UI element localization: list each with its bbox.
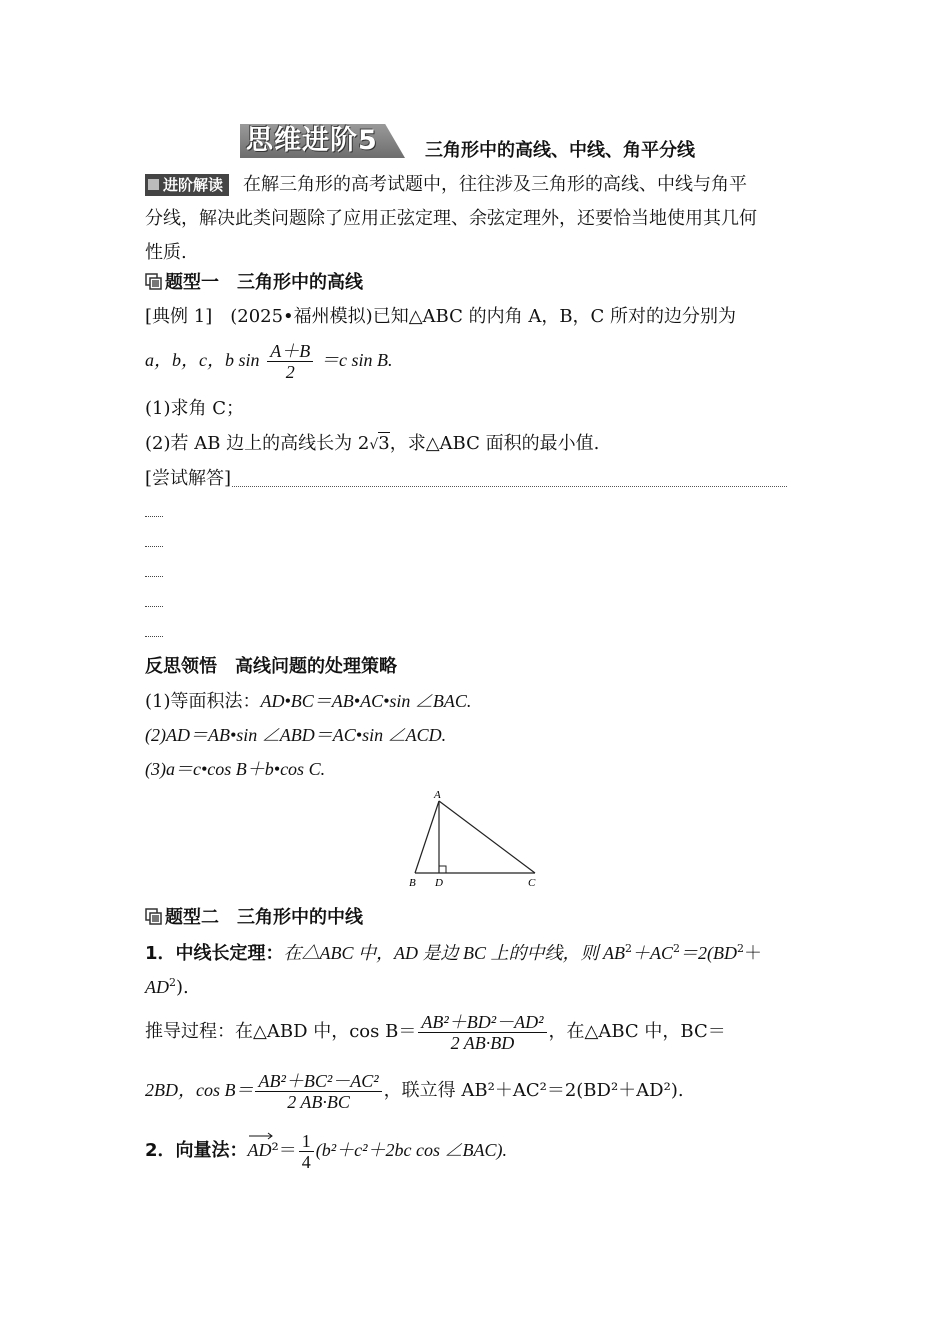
example1-stem-text: 已知△ABC 的内角 A，B，C 所对的边分别为 bbox=[372, 306, 737, 327]
label-c: C bbox=[528, 877, 536, 889]
median-theorem-head: 1．中线长定理： bbox=[145, 943, 284, 964]
derivation-fraction-1 bbox=[418, 1012, 546, 1053]
derivation-line-2 bbox=[145, 1068, 805, 1113]
example1-label: [典例 1] bbox=[145, 306, 213, 327]
question-1: (1)求角 C； bbox=[145, 398, 244, 419]
vector-ad bbox=[248, 1128, 272, 1172]
example1-formula-line bbox=[145, 340, 805, 382]
reflection-item-3: (3)a＝c•cos B＋b•cos C. bbox=[145, 759, 326, 779]
median-line2-pre: AD bbox=[145, 977, 169, 997]
derivation2-post: ，联立得 AB²＋AC²＝2(BD²＋AD²). bbox=[383, 1080, 684, 1101]
reflection-item-1-num: (1) bbox=[145, 691, 171, 712]
intro-text-1: 在解三角形的高考试题中，往往涉及三角形的高线、中线与角平 bbox=[243, 174, 748, 195]
fraction-denominator: 2 bbox=[285, 361, 295, 382]
derivation-line-1 bbox=[145, 1010, 805, 1054]
type1-label: 题型一 bbox=[165, 272, 219, 293]
vector-fraction bbox=[299, 1131, 314, 1172]
derivation-denominator-2: 2 AB·BC bbox=[287, 1091, 350, 1112]
derivation-denominator-1: 2 AB·BD bbox=[450, 1032, 515, 1053]
intro-tag: 进阶解读 bbox=[145, 174, 229, 196]
intro-line-1 bbox=[145, 168, 805, 202]
vector-frac-den: 4 bbox=[301, 1151, 311, 1172]
fraction-numerator: A＋B bbox=[267, 341, 313, 362]
vector-post: (b²＋c²＋2bc cos ∠BAC). bbox=[315, 1140, 507, 1160]
median-theorem-line-1: 1．中线长定理：在△ABC 中，AD 是边 BC 上的中线，则 $AB^2+AC^2=2(BD^2+$ bbox=[145, 942, 763, 964]
derivation-numerator-2: AB²＋BC²－AC² bbox=[255, 1071, 381, 1092]
section-title: 三角形中的高线、中线、角平分线 bbox=[425, 140, 695, 161]
answer-blank-4[interactable] bbox=[145, 606, 163, 607]
sqrt-radicand: 3 bbox=[378, 433, 390, 454]
median-line2-post: ). bbox=[176, 977, 189, 998]
type1-title: 三角形中的高线 bbox=[237, 272, 363, 293]
type2-heading bbox=[145, 903, 363, 933]
example1-stem bbox=[145, 300, 805, 334]
formula-fraction bbox=[267, 341, 313, 382]
median-theorem-line-2: $AD^2$). bbox=[145, 976, 189, 998]
answer-blank-5[interactable] bbox=[145, 636, 163, 637]
label-a: A bbox=[434, 789, 441, 801]
median-text-mid1: ＋AC bbox=[632, 943, 674, 963]
sqrt-icon: √ bbox=[369, 437, 379, 453]
answer-blank-2[interactable] bbox=[145, 546, 163, 547]
type-icon bbox=[145, 273, 163, 291]
formula-pre: a，b，c，b sin bbox=[145, 350, 260, 370]
reflection-item-1 bbox=[145, 684, 805, 719]
intro-paragraph bbox=[145, 168, 805, 270]
question-2 bbox=[145, 427, 805, 462]
derivation-numerator-1: AB²＋BD²－AD² bbox=[418, 1012, 546, 1033]
derivation-post: ，在△ABC 中，BC＝ bbox=[548, 1021, 726, 1042]
reflection-item-2: (2)AD＝AB•sin ∠ABD＝AC•sin ∠ACD. bbox=[145, 725, 447, 745]
vector-ad-text: AD bbox=[247, 1140, 272, 1160]
answer-blank-3[interactable] bbox=[145, 576, 163, 577]
label-d: D bbox=[435, 877, 443, 889]
derivation-pre: 推导过程：在△ABD 中，cos B＝ bbox=[145, 1021, 417, 1042]
median-text-mid2: ＝2(BD bbox=[680, 943, 738, 963]
banner-text: 思维进阶5 bbox=[246, 125, 378, 156]
triangle-figure bbox=[400, 785, 550, 895]
right-angle-mark bbox=[439, 866, 446, 873]
intro-line-2: 分线，解决此类问题除了应用正弦定理、余弦定理外，还要恰当地使用其几何 bbox=[145, 208, 757, 229]
intro-line-3: 性质. bbox=[145, 242, 187, 263]
vector-method-head: 2．向量法： bbox=[145, 1140, 248, 1161]
type1-heading bbox=[145, 268, 363, 298]
answer-label: [尝试解答] bbox=[145, 468, 232, 489]
median-text-pre: 在△ABC 中，AD 是边 BC 上的中线，则 AB bbox=[283, 943, 626, 963]
median-text-end: ＋ bbox=[744, 943, 763, 964]
question-2-post: ，求△ABC 面积的最小值. bbox=[389, 433, 600, 454]
vector-eq: ²＝ bbox=[271, 1140, 297, 1161]
example1-source: (2025•福州模拟) bbox=[230, 306, 373, 327]
vector-method-line bbox=[145, 1128, 805, 1173]
edge-ac bbox=[439, 801, 535, 873]
type-icon bbox=[145, 908, 163, 926]
question-2-pre: (2)若 AB 边上的高线长为 2 bbox=[145, 433, 370, 454]
answer-line[interactable] bbox=[232, 486, 787, 487]
derivation2-pre: 2BD，cos B＝ bbox=[145, 1080, 254, 1100]
type2-label: 题型二 bbox=[165, 907, 219, 928]
derivation-fraction-2 bbox=[255, 1071, 381, 1112]
section-banner bbox=[240, 124, 405, 158]
vector-frac-num: 1 bbox=[299, 1131, 314, 1152]
type2-title: 三角形中的中线 bbox=[237, 907, 363, 928]
reflection-item-1-label: 等面积法： bbox=[170, 691, 261, 712]
label-b: B bbox=[409, 877, 416, 889]
formula-post: ＝c sin B. bbox=[320, 350, 393, 370]
vector-arrow-icon bbox=[248, 1132, 274, 1140]
reflection-item-1-text: AD•BC＝AB•AC•sin ∠BAC. bbox=[260, 691, 472, 711]
answer-blank-1[interactable] bbox=[145, 516, 163, 517]
reflection-title: 反思领悟 高线问题的处理策略 bbox=[145, 656, 397, 677]
edge-ab bbox=[415, 801, 439, 873]
